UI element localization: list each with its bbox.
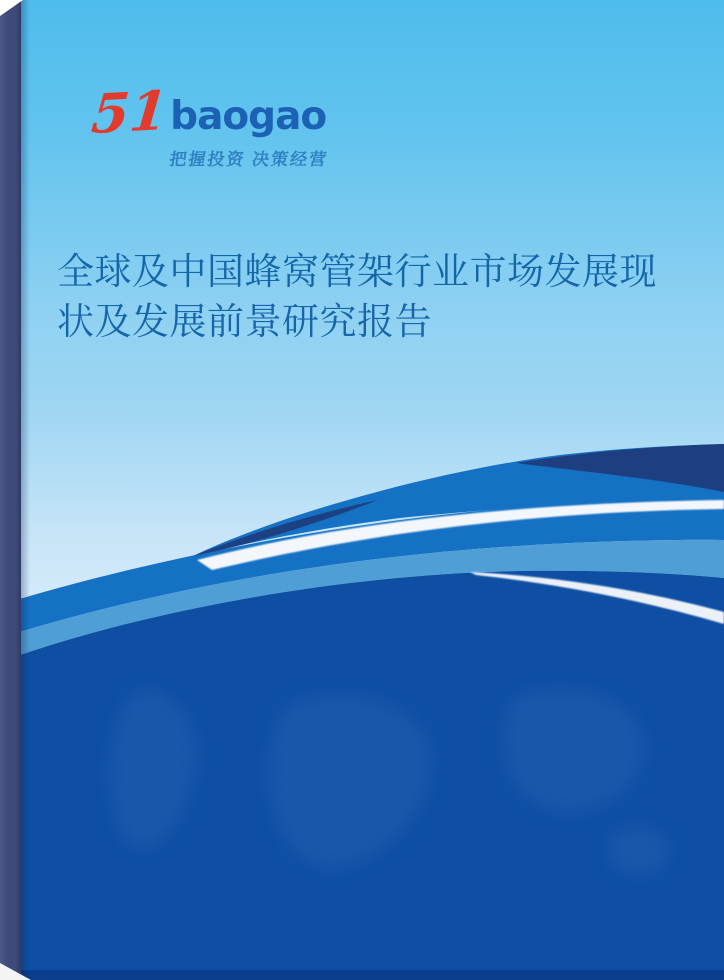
logo-tagline: 把握投资 决策经营 bbox=[168, 149, 330, 169]
bottom-edge-strip bbox=[0, 970, 724, 980]
logo-wordmark bbox=[89, 78, 327, 146]
report-title bbox=[57, 247, 657, 347]
logo-prefix-51: 51 bbox=[89, 78, 171, 146]
title-line-2: 状及发展前景研究报告 bbox=[57, 301, 432, 342]
spine-fold-shadow bbox=[21, 0, 30, 980]
corner-cut-top-left bbox=[0, 0, 23, 16]
corner-cut-bottom-left bbox=[0, 963, 31, 980]
title-line-1: 全球及中国蜂窝管架行业市场发展现 bbox=[57, 251, 657, 292]
brand-logo bbox=[89, 78, 330, 170]
logo-name-baogao: baogao bbox=[170, 93, 327, 139]
book-spine bbox=[0, 0, 21, 980]
